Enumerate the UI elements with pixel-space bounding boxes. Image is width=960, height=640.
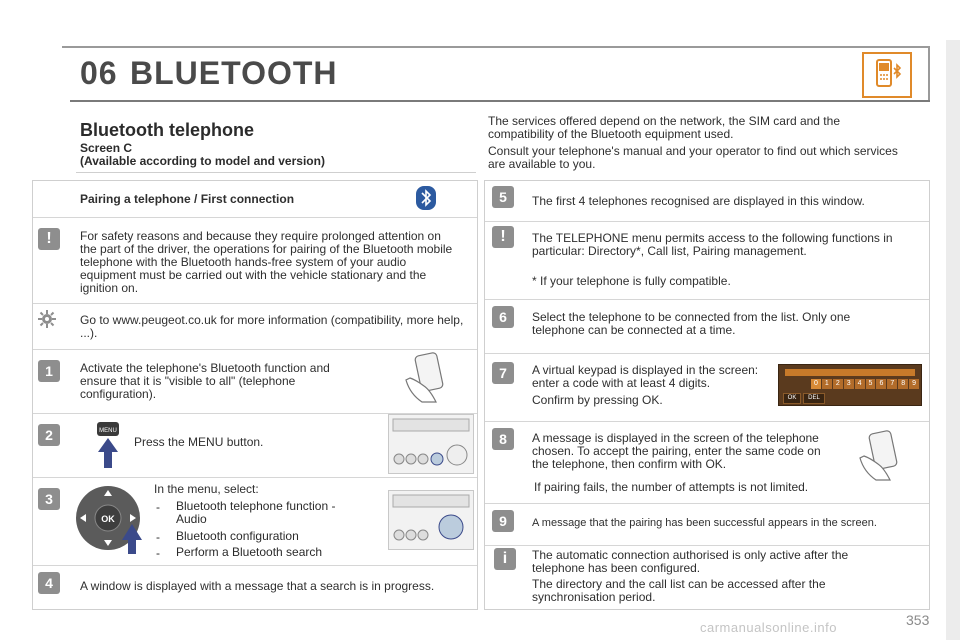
header-frame-top — [62, 46, 930, 48]
auto-connection-note: The automatic connection authorised is only active after the telephone has been configured. — [532, 548, 849, 575]
safety-warning: For safety reasons and because they require prolonged attention on the part of the driver, the operations for pairing of the Bluetooth mobile telephone with the Bluetooth hands-free system of your audio equipment must be carried out with the vehicle stationary and the ignition on. — [80, 229, 453, 295]
step-8-badge: 8 — [492, 428, 514, 450]
keypad-key[interactable]: 9 — [909, 379, 919, 389]
list-dash: - — [156, 500, 160, 514]
bluetooth-phone-icon — [862, 52, 912, 98]
step-3-intro: In the menu, select: — [154, 482, 259, 496]
header-divider — [70, 100, 930, 102]
step-4-text: A window is displayed with a message that a search is in progress. — [80, 579, 435, 593]
svg-text:MENU: MENU — [99, 428, 117, 434]
step-7-text: A virtual keypad is displayed in the screen: enter a code with at least 4 digits. — [532, 363, 759, 390]
step-9-text: A message that the pairing has been successful appears in the screen. — [532, 517, 877, 529]
step-6-text: Select the telephone to be connected from the list. Only one telephone can be connected at a time. — [532, 310, 851, 337]
menu-option-audio: Bluetooth telephone function - Audio — [176, 499, 336, 526]
intro-divider — [76, 172, 476, 173]
keypad-key[interactable]: 5 — [866, 379, 876, 389]
keypad-key[interactable]: 6 — [876, 379, 886, 389]
keypad-key[interactable]: 3 — [844, 379, 854, 389]
step-7-badge: 7 — [492, 362, 514, 384]
step-5-badge: 5 — [492, 186, 514, 208]
menu-option-configuration: Bluetooth configuration — [176, 529, 299, 543]
step-2-badge: 2 — [38, 424, 60, 446]
step-8-text: A message is displayed in the screen of the telephone chosen. To accept the pairing, enter the same code on the telephone, then confirm with OK. — [532, 431, 821, 471]
radio-panel-image — [388, 414, 474, 474]
chapter-title: BLUETOOTH — [130, 55, 338, 91]
page-edge-strip — [946, 40, 960, 640]
menu-button[interactable] — [96, 420, 120, 470]
step-5-text: The first 4 telephones recognised are displayed in this window. — [532, 194, 865, 208]
page-title: Bluetooth telephone — [80, 120, 254, 140]
availability-note: (Available according to model and version) — [80, 154, 325, 168]
page-number: 353 — [906, 612, 930, 628]
header-frame-right — [928, 46, 930, 102]
list-dash: - — [156, 546, 160, 560]
step-9-badge: 9 — [492, 510, 514, 532]
screen-label: Screen C — [80, 141, 133, 155]
step-8-note: If pairing fails, the number of attempts is not limited. — [534, 480, 809, 494]
warning-icon: ! — [38, 228, 60, 250]
step-3-badge: 3 — [38, 488, 60, 510]
telephone-menu-note: The TELEPHONE menu permits access to the following functions in particular: Directory*, Call list, Pairing management. — [532, 231, 893, 258]
keypad-key[interactable]: 2 — [833, 379, 843, 389]
keypad-ok-button[interactable]: OK — [783, 393, 801, 404]
keypad-key[interactable]: 7 — [887, 379, 897, 389]
chapter-number: 06 — [80, 55, 118, 91]
hand-phone-icon — [854, 428, 906, 486]
keypad-del-button[interactable]: DEL — [803, 393, 825, 404]
step-7-confirm: Confirm by pressing OK. — [532, 393, 663, 407]
watermark: carmanualsonline.info — [700, 620, 837, 635]
compatibility-footnote: * If your telephone is fully compatible. — [532, 274, 731, 288]
ok-navigation-pad[interactable] — [74, 482, 144, 554]
directory-note: The directory and the call list can be accessed after the synchronisation period. — [532, 577, 826, 604]
virtual-keypad[interactable] — [778, 364, 922, 406]
warning-icon: ! — [492, 226, 514, 248]
bluetooth-icon — [416, 186, 436, 210]
section-title: Pairing a telephone / First connection — [80, 192, 295, 206]
keypad-key[interactable]: 1 — [822, 379, 832, 389]
step-1-badge: 1 — [38, 360, 60, 382]
keypad-key[interactable]: 8 — [898, 379, 908, 389]
step-4-badge: 4 — [38, 572, 60, 594]
keypad-digits — [811, 379, 919, 389]
list-dash: - — [156, 530, 160, 544]
step-1-text: Activate the telephone's Bluetooth function and ensure that it is "visible to all" (telephone configuration). — [80, 361, 330, 401]
menu-option-search: Perform a Bluetooth search — [176, 545, 323, 559]
hand-phone-icon — [400, 350, 452, 408]
info-link: Go to www.peugeot.co.uk for more information (compatibility, more help, ...). — [80, 313, 464, 340]
step-6-badge: 6 — [492, 306, 514, 328]
keypad-key[interactable]: 4 — [855, 379, 865, 389]
services-note: The services offered depend on the network, the SIM card and the compatibility of the Bluetooth equipment used. — [488, 114, 840, 141]
info-icon: i — [494, 548, 516, 570]
step-2-text: Press the MENU button. — [134, 435, 264, 449]
gear-icon — [36, 308, 58, 330]
keypad-key[interactable]: 0 — [811, 379, 821, 389]
manual-note: Consult your telephone's manual and your operator to find out which services are available to you. — [488, 144, 898, 171]
svg-text:OK: OK — [101, 514, 115, 524]
keypad-input-bar — [785, 369, 915, 376]
radio-panel-image — [388, 490, 474, 550]
